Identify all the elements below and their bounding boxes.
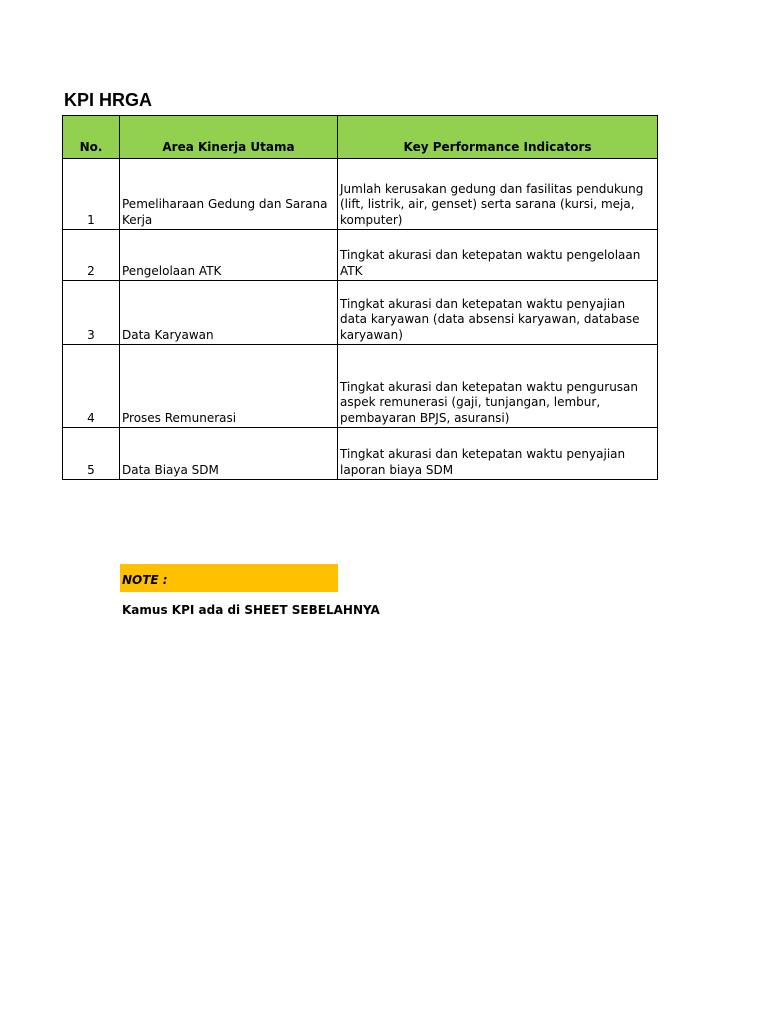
cell-kpi: Tingkat akurasi dan ketepatan waktu pengurusan aspek remunerasi (gaji, tunjangan, lembur, pembayaran BPJS, asuransi) bbox=[338, 345, 658, 428]
note-text: Kamus KPI ada di SHEET SEBELAHNYA bbox=[122, 603, 380, 617]
cell-no: 1 bbox=[63, 159, 120, 230]
cell-no: 4 bbox=[63, 345, 120, 428]
cell-kpi: Jumlah kerusakan gedung dan fasilitas pendukung (lift, listrik, air, genset) serta sarana (kursi, meja, komputer) bbox=[338, 159, 658, 230]
cell-no: 2 bbox=[63, 230, 120, 281]
table-row bbox=[63, 281, 658, 345]
kpi-table bbox=[62, 115, 658, 480]
table-row bbox=[63, 159, 658, 230]
table-header-row bbox=[63, 116, 658, 159]
header-area: Area Kinerja Utama bbox=[120, 116, 338, 159]
cell-area: Proses Remunerasi bbox=[120, 345, 338, 428]
cell-no: 3 bbox=[63, 281, 120, 345]
cell-kpi: Tingkat akurasi dan ketepatan waktu pengelolaan ATK bbox=[338, 230, 658, 281]
header-kpi: Key Performance Indicators bbox=[338, 116, 658, 159]
cell-no: 5 bbox=[63, 428, 120, 480]
cell-area: Data Karyawan bbox=[120, 281, 338, 345]
note-label: NOTE : bbox=[120, 564, 338, 592]
cell-area: Pengelolaan ATK bbox=[120, 230, 338, 281]
table-row bbox=[63, 345, 658, 428]
cell-area: Pemeliharaan Gedung dan Sarana Kerja bbox=[120, 159, 338, 230]
table-row bbox=[63, 428, 658, 480]
page-title: KPI HRGA bbox=[64, 90, 153, 110]
cell-kpi: Tingkat akurasi dan ketepatan waktu penyajian data karyawan (data absensi karyawan, database karyawan) bbox=[338, 281, 658, 345]
cell-kpi: Tingkat akurasi dan ketepatan waktu penyajian laporan biaya SDM bbox=[338, 428, 658, 480]
header-no: No. bbox=[63, 116, 120, 159]
table-row bbox=[63, 230, 658, 281]
cell-area: Data Biaya SDM bbox=[120, 428, 338, 480]
